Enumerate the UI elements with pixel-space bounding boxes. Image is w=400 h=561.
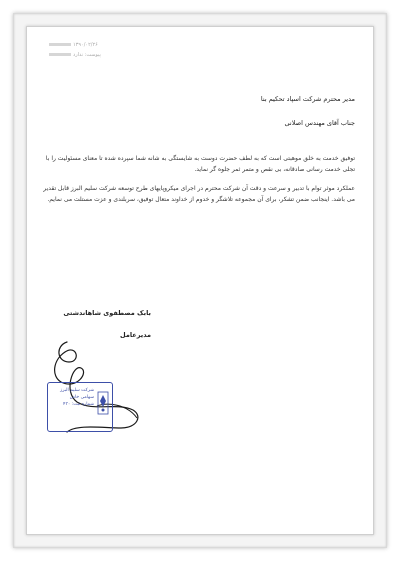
letter-attachment: پیوست: ندارد (47, 50, 117, 60)
stamp-line-2: سهامی خاص (69, 395, 94, 400)
letter-salutation (55, 93, 355, 129)
letter-body (39, 153, 355, 213)
signatory-name: بابک مصطفوی شاهاندشتی (63, 309, 151, 317)
signatory-title: مدیرعامل (120, 331, 151, 339)
stamp-logo-icon (97, 391, 109, 415)
company-stamp (47, 382, 113, 432)
letter-header-meta (47, 40, 117, 60)
letter-page (26, 26, 374, 535)
recipient-name: جناب آقای مهندس اصلانی (284, 119, 355, 127)
paragraph-1: توفیق خدمت به خلق موهبتی است که به لطف حضرت دوست به شایستگی به شانه شما سپرده شده تا معنای مسئولیت را با تجلی خدمت رسانی صادقانه، بی نقص و متمر ثمر جلوه گر نماید. (45, 155, 355, 173)
paragraph-2: عملکرد موثر توام با تدبیر و سرعت و دقت آن شرکت محترم در اجرای میکروپایهای طرح توسعه شرکت سلیم البرز قابل تقدیر می باشد. اینجانب ضمن تشکر، برای آن مجموعه تلاشگر و خدوم از خداوند متعال توفیق، سربلندی و عزت مستلت می نمایم. (43, 185, 355, 203)
stamp-line-3: شماره ثبت: ۴۳۰ (63, 402, 94, 407)
recipient-line: مدیر محترم شرکت اسپاد تحکیم بنا (260, 95, 355, 103)
letter-date: ۱۳۹۰/۰۲/۲۶ (47, 40, 117, 50)
stamp-line-1: شرکت سلیم البرز (60, 388, 94, 393)
